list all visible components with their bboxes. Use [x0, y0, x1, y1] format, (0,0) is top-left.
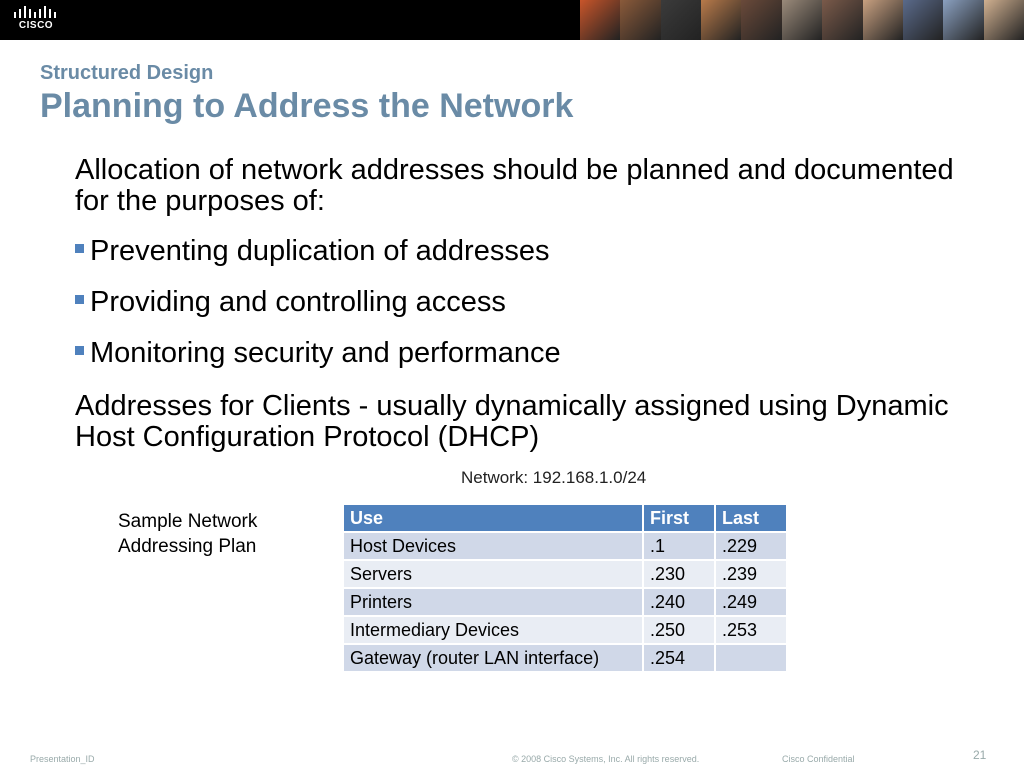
table-row	[343, 588, 787, 616]
header-use: Use	[343, 504, 643, 532]
header-photo	[741, 0, 781, 40]
cell-last	[715, 644, 787, 672]
cell-first: .240	[643, 588, 715, 616]
header-first: First	[643, 504, 715, 532]
addressing-plan-table	[342, 503, 788, 673]
intro-text: Allocation of network addresses should be planned and documented for the purposes of:	[75, 154, 954, 217]
cisco-logo	[12, 6, 60, 34]
table-header-row	[343, 504, 787, 532]
header-photo	[822, 0, 862, 40]
cell-use: Servers	[343, 560, 643, 588]
cell-first: .1	[643, 532, 715, 560]
header-last: Last	[715, 504, 787, 532]
clients-text: Addresses for Clients - usually dynamically assigned using Dynamic Host Configuration Protocol (DHCP)	[75, 390, 949, 453]
side-label: Sample Network Addressing Plan	[118, 511, 258, 557]
header-photo	[943, 0, 983, 40]
cell-use: Printers	[343, 588, 643, 616]
cell-use: Gateway (router LAN interface)	[343, 644, 643, 672]
table-row	[343, 532, 787, 560]
bullet-item	[75, 235, 549, 268]
slide-subtitle: Structured Design	[40, 62, 214, 84]
footer-presentation-id: Presentation_ID	[30, 754, 95, 764]
cell-use: Intermediary Devices	[343, 616, 643, 644]
bullet-text: Monitoring security and performance	[90, 337, 561, 369]
cell-use: Host Devices	[343, 532, 643, 560]
bullet-item	[75, 337, 561, 370]
bullet-text: Preventing duplication of addresses	[90, 235, 550, 267]
cisco-bars-icon	[12, 6, 60, 18]
table-row	[343, 616, 787, 644]
header-photo	[661, 0, 701, 40]
bullet-square-icon	[75, 295, 84, 304]
table-row	[343, 644, 787, 672]
footer-confidential: Cisco Confidential	[782, 754, 855, 764]
page-number: 21	[973, 748, 987, 762]
cell-last: .229	[715, 532, 787, 560]
table-caption: Network: 192.168.1.0/24	[461, 468, 647, 487]
cell-first: .254	[643, 644, 715, 672]
bullet-item	[75, 286, 506, 319]
logo-text: CISCO	[18, 20, 54, 31]
bullet-square-icon	[75, 346, 84, 355]
slide-title: Planning to Address the Network	[40, 87, 574, 125]
cell-last: .253	[715, 616, 787, 644]
header-photo	[701, 0, 741, 40]
cell-last: .239	[715, 560, 787, 588]
cell-first: .250	[643, 616, 715, 644]
header-photo	[903, 0, 943, 40]
header-photo	[620, 0, 660, 40]
bullet-text: Providing and controlling access	[90, 286, 506, 318]
header-bar	[0, 0, 1024, 40]
header-photo	[984, 0, 1024, 40]
photo-strip	[580, 0, 1024, 40]
bullet-square-icon	[75, 244, 84, 253]
footer-copyright: © 2008 Cisco Systems, Inc. All rights reserved.	[512, 754, 700, 764]
cell-last: .249	[715, 588, 787, 616]
header-photo	[863, 0, 903, 40]
header-photo	[580, 0, 620, 40]
header-photo	[782, 0, 822, 40]
table-row	[343, 560, 787, 588]
cell-first: .230	[643, 560, 715, 588]
